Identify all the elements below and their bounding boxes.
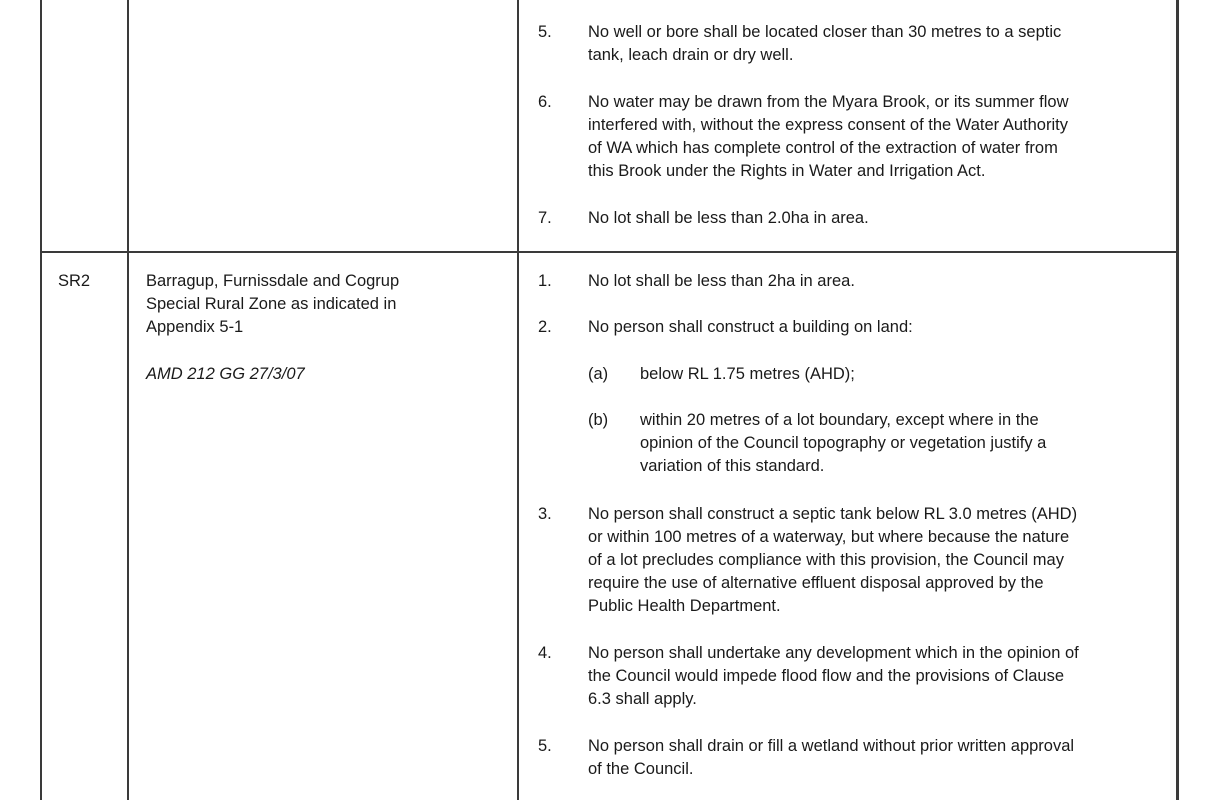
subcondition-letter: (b) <box>588 411 609 429</box>
column-divider-description <box>517 0 519 800</box>
condition-text: No well or bore shall be located closer than 30 metres to a septic tank, leach drain or dry well. <box>588 23 1062 64</box>
row-divider <box>40 251 1179 253</box>
condition-number: 2. <box>538 318 552 336</box>
table-right-border <box>1176 0 1179 800</box>
condition-number: 3. <box>538 505 552 523</box>
condition-text: No person shall undertake any development which in the opinion of the Council would impede flood flow and the provisions of Clause 6.3 shall apply. <box>588 644 1079 708</box>
condition-number: 6. <box>538 93 552 111</box>
subcondition-letter: (a) <box>588 365 609 383</box>
zone-description: Barragup, Furnissdale and Cogrup Special Rural Zone as indicated in Appendix 5-1 <box>146 272 400 336</box>
zone-code: SR2 <box>58 272 91 290</box>
condition-number: 4. <box>538 644 552 662</box>
condition-text: No water may be drawn from the Myara Brook, or its summer flow interfered with, without the express consent of the Water Authority of WA which has complete control of the extraction of water from this Brook under the Rights in Water and Irrigation Act. <box>588 93 1069 180</box>
condition-text: No lot shall be less than 2ha in area. <box>588 272 855 290</box>
condition-text: No person shall construct a septic tank below RL 3.0 metres (AHD) or within 100 metres of a waterway, but where because the nature of a lot precludes compliance with this provision, the Council may require the use of alternative effluent disposal approved by the Public Health Department. <box>588 505 1078 615</box>
condition-text: No person shall drain or fill a wetland without prior written approval of the Council. <box>588 737 1075 778</box>
condition-number: 5. <box>538 737 552 755</box>
table-left-border <box>40 0 42 800</box>
subcondition-text: below RL 1.75 metres (AHD); <box>640 365 855 383</box>
condition-number: 7. <box>538 209 552 227</box>
amendment-reference: AMD 212 GG 27/3/07 <box>146 365 305 383</box>
condition-number: 1. <box>538 272 552 290</box>
condition-number: 5. <box>538 23 552 41</box>
subcondition-text: within 20 metres of a lot boundary, except where in the opinion of the Council topography or vegetation justify a variation of this standard. <box>640 411 1047 475</box>
condition-text: No lot shall be less than 2.0ha in area. <box>588 209 869 227</box>
condition-text: No person shall construct a building on land: <box>588 318 913 336</box>
column-divider-code <box>127 0 129 800</box>
